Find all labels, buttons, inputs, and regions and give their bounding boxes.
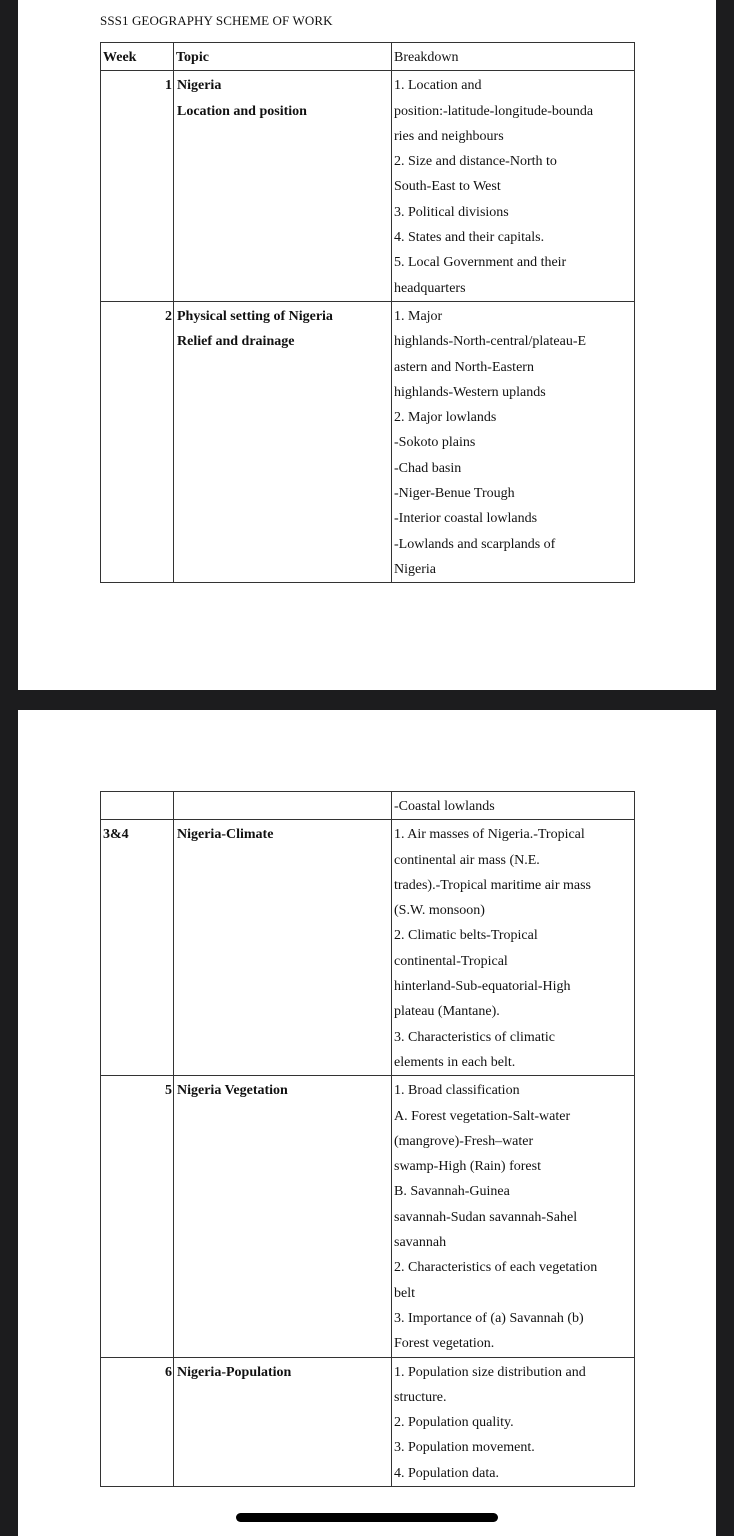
breakdown-line: highlands-Western uplands [394, 384, 546, 400]
table-row [101, 820, 635, 1076]
breakdown-line: -Sokoto plains [394, 435, 476, 451]
breakdown-line: savannah-Sudan savannah-Sahel [394, 1209, 578, 1225]
topic-line: Physical setting of Nigeria [177, 308, 333, 324]
breakdown-cell [392, 71, 635, 302]
breakdown-line: -Interior coastal lowlands [394, 511, 538, 527]
table-row [101, 301, 635, 582]
header-topic: Topic [174, 43, 392, 71]
breakdown-cell [392, 301, 635, 582]
home-indicator[interactable] [236, 1513, 498, 1522]
breakdown-line: South-East to West [394, 179, 501, 195]
week-cell: 6 [101, 1357, 174, 1486]
week-cell: 1 [101, 71, 174, 302]
breakdown-line: 2. Population quality. [394, 1415, 514, 1431]
breakdown-line: -Chad basin [394, 460, 462, 476]
breakdown-line: A. Forest vegetation-Salt-water [394, 1108, 571, 1124]
document-page-1 [18, 0, 716, 690]
breakdown-cell [392, 820, 635, 1076]
header-breakdown: Breakdown [392, 43, 635, 71]
breakdown-line: B. Savannah-Guinea [394, 1184, 510, 1200]
breakdown-line: swamp-High (Rain) forest [394, 1159, 541, 1175]
breakdown-line: Forest vegetation. [394, 1336, 495, 1352]
topic-cell [174, 301, 392, 582]
week-cell: 2 [101, 301, 174, 582]
breakdown-line: plateau (Mantane). [394, 1004, 500, 1020]
table-row [101, 1076, 635, 1357]
breakdown-line: structure. [394, 1389, 447, 1405]
breakdown-line: Nigeria [394, 561, 436, 577]
table-row [101, 71, 635, 302]
document-page-2 [18, 710, 716, 1536]
breakdown-line: 2. Characteristics of each vegetation [394, 1260, 598, 1276]
breakdown-line: 3. Characteristics of climatic [394, 1029, 555, 1045]
breakdown-line: continental air mass (N.E. [394, 852, 540, 868]
topic-cell [174, 820, 392, 1076]
breakdown-line: 1. Air masses of Nigeria.-Tropical [394, 827, 585, 843]
topic-cell [174, 1076, 392, 1357]
breakdown-line: trades).-Tropical maritime air mass [394, 877, 591, 893]
breakdown-line: 1. Major [394, 308, 443, 324]
breakdown-line: astern and North-Eastern [394, 359, 534, 375]
breakdown-line: 3. Importance of (a) Savannah (b) [394, 1310, 584, 1326]
topic-cell [174, 1357, 392, 1486]
breakdown-line: (S.W. monsoon) [394, 903, 485, 919]
topic-line: Nigeria-Climate [177, 827, 274, 843]
breakdown-line: hinterland-Sub-equatorial-High [394, 979, 571, 995]
document-title: SSS1 GEOGRAPHY SCHEME OF WORK [100, 13, 333, 28]
breakdown-line: 2. Climatic belts-Tropical [394, 928, 538, 944]
week-cell [101, 792, 174, 820]
breakdown-line: 1. Location and [394, 78, 482, 94]
table-row [101, 1357, 635, 1486]
breakdown-line: elements in each belt. [394, 1054, 516, 1070]
breakdown-line: 1. Population size distribution and [394, 1364, 586, 1380]
topic-line: Relief and drainage [177, 334, 295, 350]
breakdown-cell [392, 1357, 635, 1486]
breakdown-line: 4. Population data. [394, 1465, 499, 1481]
breakdown-line: -Niger-Benue Trough [394, 486, 515, 502]
topic-line: Nigeria Vegetation [177, 1083, 288, 1099]
breakdown-line: savannah [394, 1235, 447, 1251]
breakdown-line: 2. Major lowlands [394, 410, 497, 426]
breakdown-line: 3. Population movement. [394, 1440, 535, 1456]
topic-cell [174, 792, 392, 820]
breakdown-line: -Coastal lowlands [394, 799, 495, 814]
breakdown-line: belt [394, 1285, 415, 1301]
breakdown-line: 4. States and their capitals. [394, 230, 545, 246]
breakdown-line: position:-latitude-longitude-bounda [394, 103, 594, 119]
breakdown-line: 1. Broad classification [394, 1083, 520, 1099]
breakdown-cell [392, 1076, 635, 1357]
breakdown-line: (mangrove)-Fresh–water [394, 1133, 534, 1149]
breakdown-line: -Lowlands and scarplands of [394, 536, 556, 552]
topic-line: Location and position [177, 103, 307, 119]
scheme-table-page-1 [100, 42, 635, 583]
breakdown-line: continental-Tropical [394, 953, 508, 969]
table-header-row [101, 43, 635, 71]
breakdown-line: ries and neighbours [394, 128, 504, 144]
breakdown-line: 2. Size and distance-North to [394, 154, 557, 170]
topic-line: Nigeria-Population [177, 1364, 292, 1380]
scheme-table-page-2 [100, 791, 635, 1487]
table-row [101, 792, 635, 820]
breakdown-cell [392, 792, 635, 820]
week-cell: 3&4 [101, 820, 174, 1076]
topic-line: Nigeria [177, 78, 222, 94]
topic-cell [174, 71, 392, 302]
breakdown-line: 3. Political divisions [394, 204, 509, 220]
breakdown-line: highlands-North-central/plateau-E [394, 334, 587, 350]
header-week: Week [101, 43, 174, 71]
week-cell: 5 [101, 1076, 174, 1357]
breakdown-line: headquarters [394, 280, 466, 296]
breakdown-line: 5. Local Government and their [394, 255, 567, 271]
